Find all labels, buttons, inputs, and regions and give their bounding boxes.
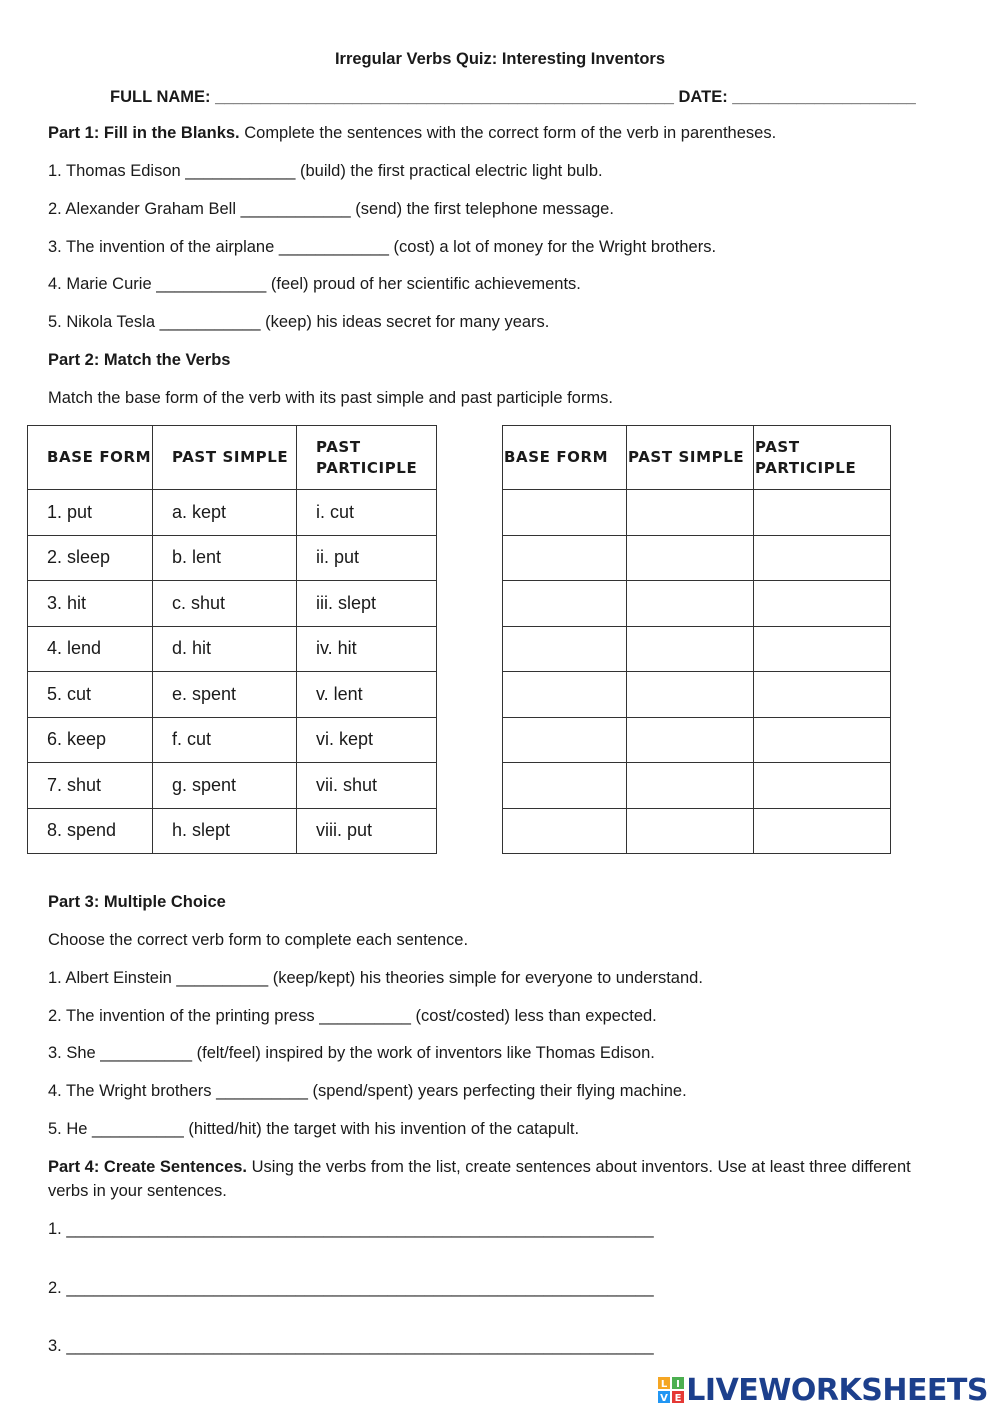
answer-cell[interactable] — [627, 717, 754, 763]
answer-cell[interactable] — [627, 490, 754, 536]
part3-heading: Part 3: Multiple Choice — [48, 893, 226, 911]
verbs-table — [27, 425, 437, 854]
table-header-row — [28, 426, 437, 490]
part4-header — [48, 1158, 911, 1177]
part3-item-2[interactable]: 2. The invention of the printing press __________ (cost/costed) less than expected. — [48, 1007, 657, 1025]
part1-item-3[interactable]: 3. The invention of the airplane ____________ (cost) a lot of money for the Wright brothers. — [48, 238, 717, 256]
svg-text:L: L — [661, 1379, 668, 1390]
table-row — [28, 808, 437, 854]
table-row — [28, 672, 437, 718]
answer-cell[interactable] — [627, 581, 754, 627]
part3-instruction: Choose the correct verb form to complete each sentence. — [48, 931, 469, 949]
answer-header-base-form: BASE FORM — [503, 426, 627, 490]
part4-instruction-cont: verbs in your sentences. — [48, 1182, 227, 1200]
table-row — [28, 763, 437, 809]
part4-instruction: Using the verbs from the list, create sentences about inventors. Use at least three different — [247, 1158, 911, 1176]
answer-cell[interactable] — [627, 808, 754, 854]
answer-row — [503, 581, 891, 627]
base-form-cell: 5. cut — [28, 672, 153, 718]
header-past-simple: PAST SIMPLE — [153, 426, 297, 490]
part4-line-2[interactable]: 2. ________________________________________________________________ — [48, 1279, 654, 1297]
header-base-form: BASE FORM — [28, 426, 153, 490]
past-participle-cell: vii. shut — [297, 763, 437, 809]
part1-item-1[interactable]: 1. Thomas Edison ____________ (build) the first practical electric light bulb. — [48, 162, 603, 180]
part4-line-3[interactable]: 3. ________________________________________________________________ — [48, 1337, 654, 1355]
table-row — [28, 535, 437, 581]
svg-text:V: V — [660, 1393, 669, 1403]
answer-row — [503, 535, 891, 581]
part1-heading: Part 1: Fill in the Blanks. — [48, 124, 240, 142]
past-participle-cell: vi. kept — [297, 717, 437, 763]
base-form-cell: 7. shut — [28, 763, 153, 809]
answer-cell[interactable] — [503, 490, 627, 536]
past-simple-cell: h. slept — [153, 808, 297, 854]
name-date-line[interactable]: FULL NAME: __________________________________________________ DATE: ____________________ — [110, 88, 916, 106]
table-row — [28, 717, 437, 763]
liveworksheets-logo-icon — [658, 1377, 684, 1403]
past-simple-cell: d. hit — [153, 626, 297, 672]
past-participle-cell: v. lent — [297, 672, 437, 718]
past-simple-cell: b. lent — [153, 535, 297, 581]
answer-table — [502, 425, 891, 854]
header-past-participle: PAST PARTICIPLE — [297, 426, 437, 490]
answer-cell[interactable] — [503, 763, 627, 809]
answer-cell[interactable] — [754, 717, 891, 763]
answer-cell[interactable] — [503, 672, 627, 718]
past-participle-cell: iii. slept — [297, 581, 437, 627]
part4-line-1[interactable]: 1. ________________________________________________________________ — [48, 1220, 654, 1238]
answer-row — [503, 490, 891, 536]
page-title: Irregular Verbs Quiz: Interesting Inventors — [334, 50, 666, 68]
answer-cell[interactable] — [754, 808, 891, 854]
answer-row — [503, 808, 891, 854]
part3-item-1[interactable]: 1. Albert Einstein __________ (keep/kept) his theories simple for everyone to understand. — [48, 969, 703, 987]
table-row — [28, 490, 437, 536]
part1-item-2[interactable]: 2. Alexander Graham Bell ____________ (send) the first telephone message. — [48, 200, 614, 218]
part3-item-5[interactable]: 5. He __________ (hitted/hit) the target with his invention of the catapult. — [48, 1120, 580, 1138]
answer-cell[interactable] — [503, 717, 627, 763]
part1-header — [48, 124, 776, 143]
part3-item-4[interactable]: 4. The Wright brothers __________ (spend/spent) years perfecting their flying machine. — [48, 1082, 687, 1100]
past-simple-cell: g. spent — [153, 763, 297, 809]
answer-cell[interactable] — [754, 672, 891, 718]
base-form-cell: 6. keep — [28, 717, 153, 763]
part1-item-5[interactable]: 5. Nikola Tesla ___________ (keep) his ideas secret for many years. — [48, 313, 550, 331]
liveworksheets-logo — [658, 1373, 988, 1407]
answer-row — [503, 717, 891, 763]
part2-heading: Part 2: Match the Verbs — [48, 351, 231, 369]
answer-header-row — [503, 426, 891, 490]
past-simple-cell: e. spent — [153, 672, 297, 718]
part2-instruction: Match the base form of the verb with its past simple and past participle forms. — [48, 389, 613, 407]
svg-text:I: I — [676, 1379, 681, 1390]
answer-row — [503, 626, 891, 672]
past-participle-cell: ii. put — [297, 535, 437, 581]
answer-header-past-participle: PAST PARTICIPLE — [754, 426, 891, 490]
past-participle-cell: i. cut — [297, 490, 437, 536]
base-form-cell: 3. hit — [28, 581, 153, 627]
answer-header-past-simple: PAST SIMPLE — [627, 426, 754, 490]
past-simple-cell: f. cut — [153, 717, 297, 763]
base-form-cell: 4. lend — [28, 626, 153, 672]
answer-row — [503, 672, 891, 718]
past-simple-cell: a. kept — [153, 490, 297, 536]
answer-cell[interactable] — [754, 626, 891, 672]
base-form-cell: 8. spend — [28, 808, 153, 854]
table-row — [28, 581, 437, 627]
answer-cell[interactable] — [754, 535, 891, 581]
answer-cell[interactable] — [503, 808, 627, 854]
base-form-cell: 2. sleep — [28, 535, 153, 581]
answer-cell[interactable] — [503, 626, 627, 672]
answer-cell[interactable] — [754, 490, 891, 536]
base-form-cell: 1. put — [28, 490, 153, 536]
answer-cell[interactable] — [627, 535, 754, 581]
answer-cell[interactable] — [754, 763, 891, 809]
part3-item-3[interactable]: 3. She __________ (felt/feel) inspired by the work of inventors like Thomas Edison. — [48, 1044, 655, 1062]
svg-text:E: E — [674, 1393, 682, 1403]
liveworksheets-logo-text: LIVEWORKSHEETS — [686, 1372, 988, 1408]
part1-instruction: Complete the sentences with the correct form of the verb in parentheses. — [239, 124, 777, 142]
past-participle-cell: viii. put — [297, 808, 437, 854]
answer-cell[interactable] — [754, 581, 891, 627]
answer-cell[interactable] — [503, 581, 627, 627]
answer-cell[interactable] — [627, 626, 754, 672]
part1-item-4[interactable]: 4. Marie Curie ____________ (feel) proud of her scientific achievements. — [48, 275, 581, 293]
answer-row — [503, 763, 891, 809]
table-row — [28, 626, 437, 672]
past-participle-cell: iv. hit — [297, 626, 437, 672]
part4-heading: Part 4: Create Sentences. — [48, 1158, 248, 1176]
past-simple-cell: c. shut — [153, 581, 297, 627]
answer-cell[interactable] — [503, 535, 627, 581]
answer-cell[interactable] — [627, 672, 754, 718]
answer-cell[interactable] — [627, 763, 754, 809]
